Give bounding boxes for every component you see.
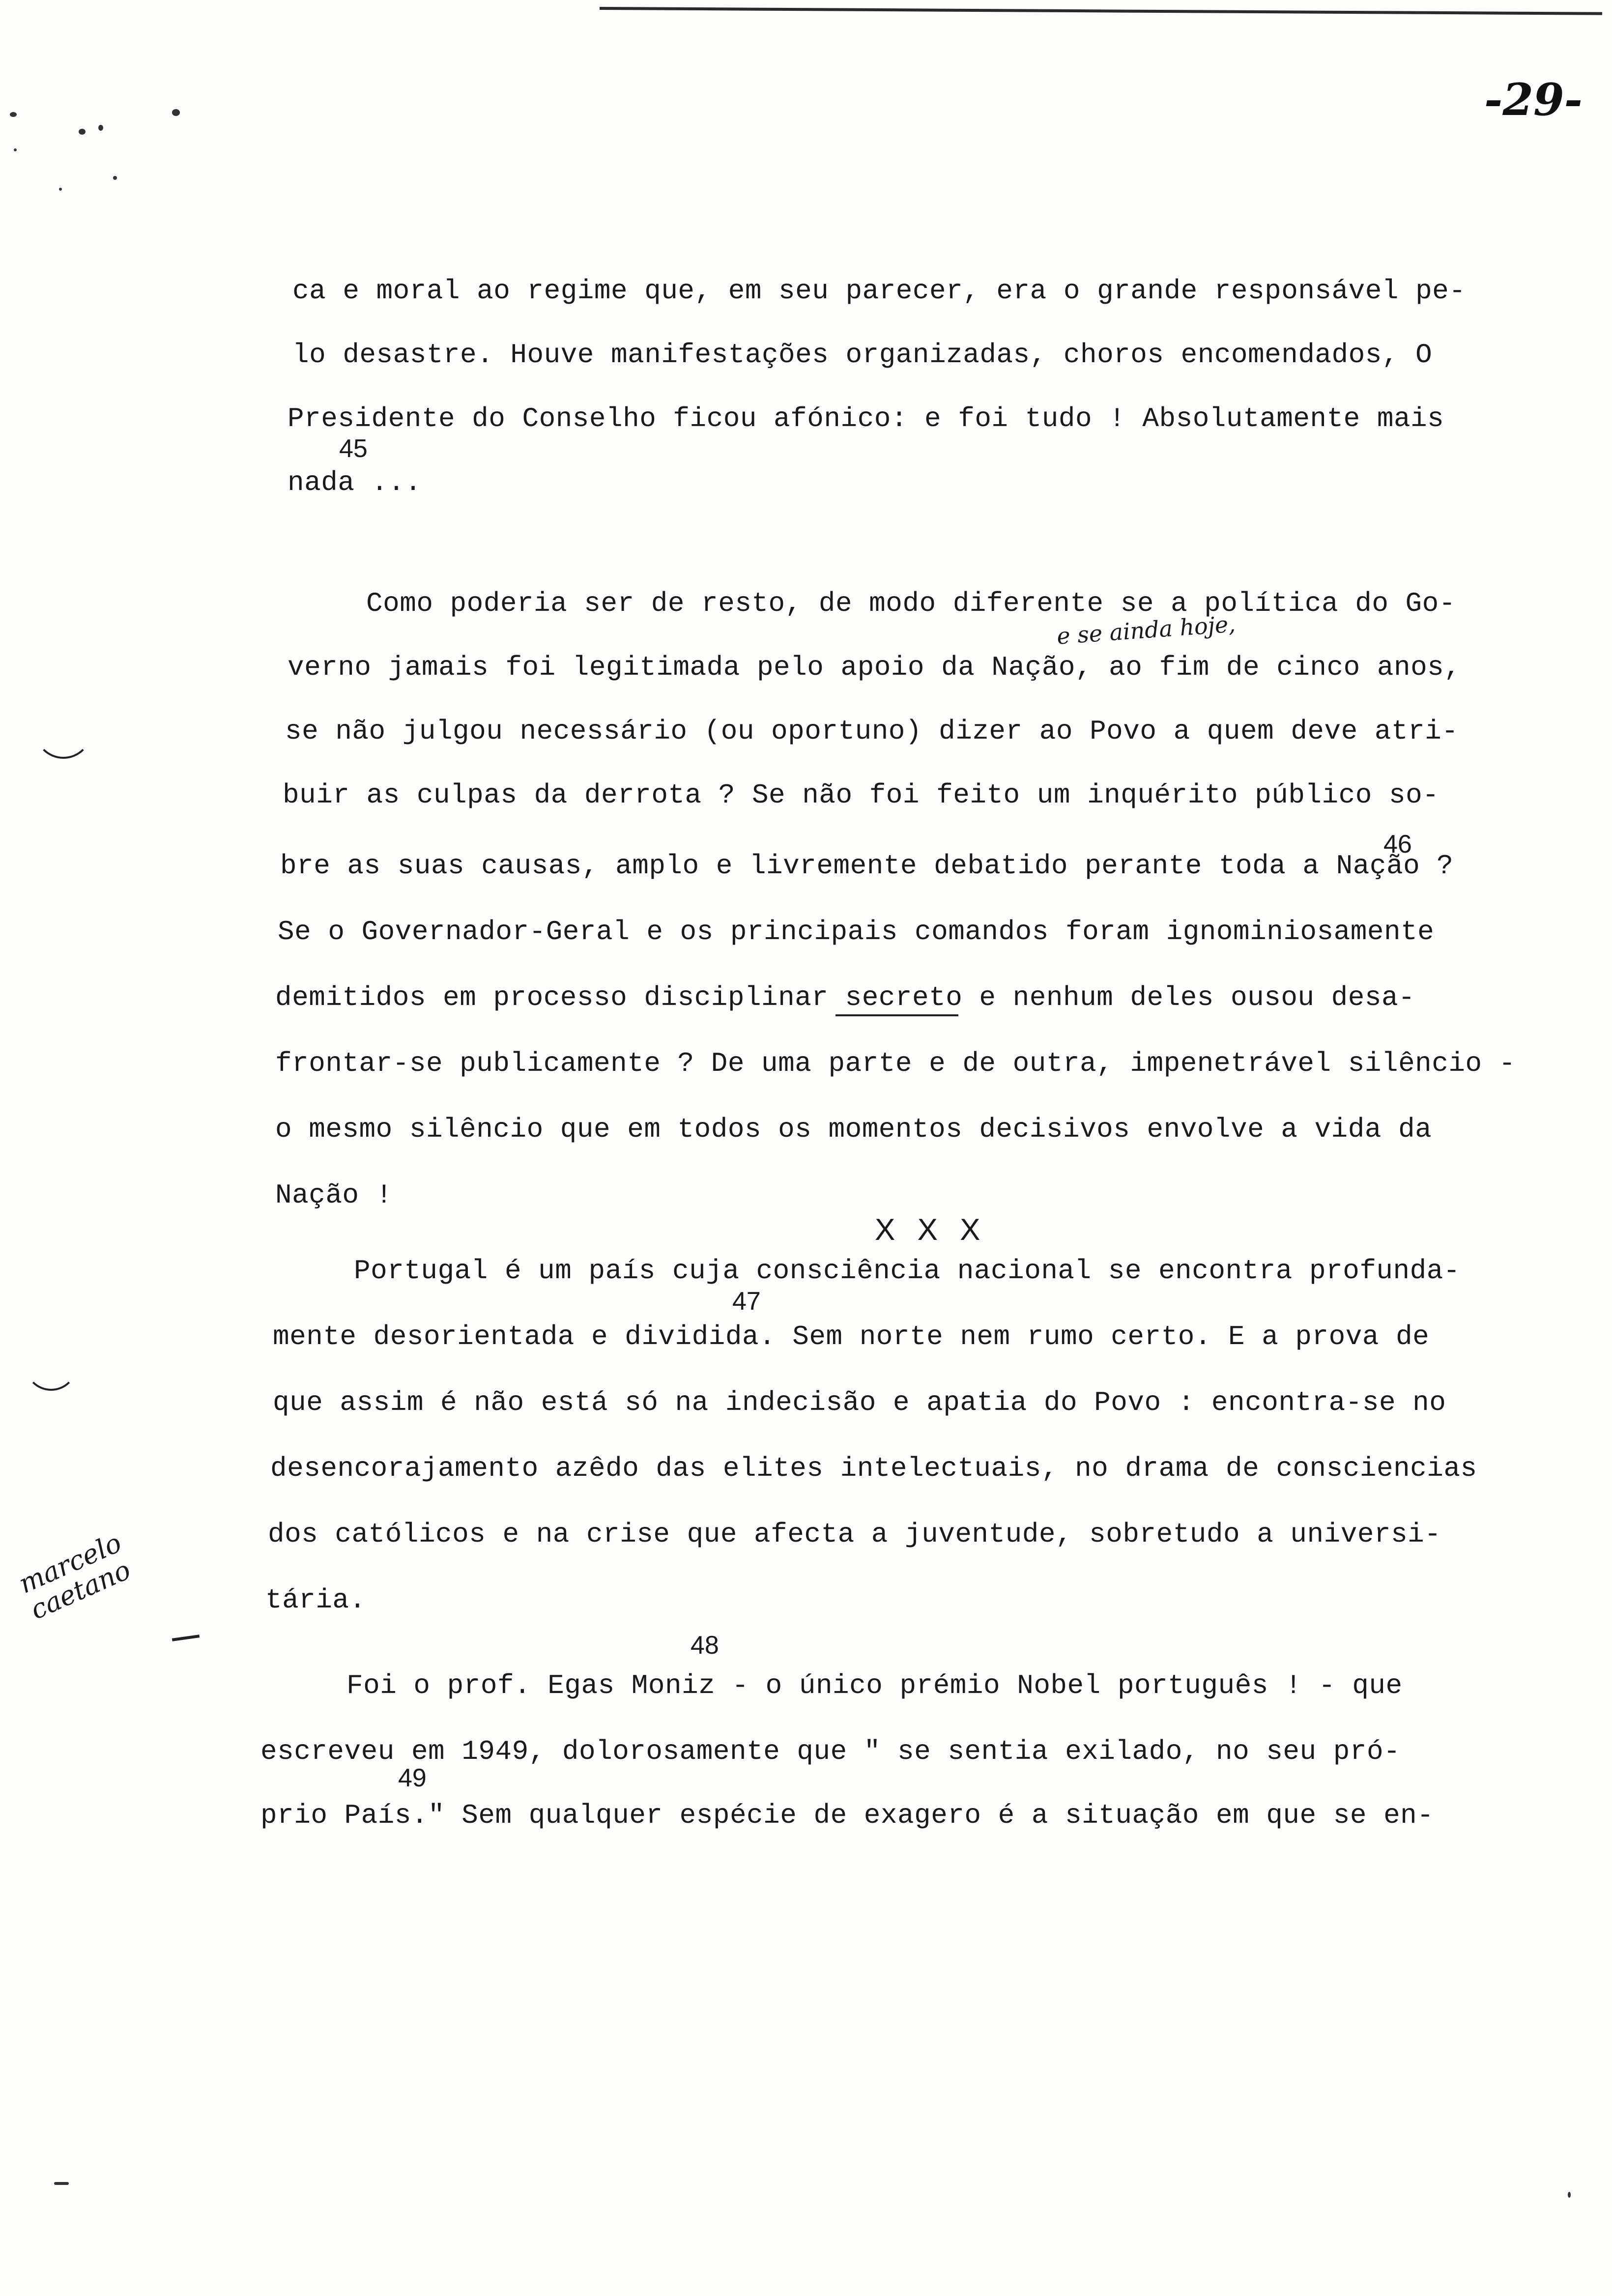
footnote-ref-45: 45 [339, 434, 368, 463]
text-line: Como poderia ser de resto, de modo diferente se a política do Go- [366, 588, 1456, 619]
text-line: desencorajamento azêdo das elites intelectuais, no drama de consciencias [270, 1453, 1477, 1484]
footnote-ref-47: 47 [732, 1287, 761, 1316]
text-line: tária. [265, 1584, 366, 1616]
text-line: demitidos em processo disciplinar secreto e nenhum deles ousou desa- [275, 982, 1415, 1013]
underline-secreto [835, 1014, 958, 1016]
scan-speck [172, 109, 180, 116]
text-line: dos católicos e na crise que afecta a juventude, sobretudo a universi- [268, 1519, 1441, 1550]
footnote-ref-49: 49 [398, 1764, 427, 1792]
scan-speck [10, 112, 17, 117]
text-line: ca e moral ao regime que, em seu parecer, era o grande responsável pe- [292, 275, 1466, 307]
scan-speck [1568, 2192, 1571, 2198]
section-separator: X X X [875, 1213, 987, 1247]
text-line: Presidente do Conselho ficou afónico: e foi tudo ! Absolutamente mais [288, 403, 1444, 434]
text-line: Foi o prof. Egas Moniz - o único prémio Nobel português ! - que [346, 1670, 1403, 1701]
text-line: buir as culpas da derrota ? Se não foi feito um inquérito público so- [283, 779, 1439, 811]
margin-dash-mark [172, 1635, 200, 1641]
page-number: -29- [1484, 74, 1583, 126]
text-line: o mesmo silêncio que em todos os momentos decisivos envolve a vida da [275, 1114, 1432, 1145]
margin-arc-mark [34, 727, 92, 759]
text-line: prio País." Sem qualquer espécie de exagero é a situação em que se en- [260, 1800, 1434, 1831]
margin-arc-mark [25, 1361, 78, 1391]
scan-speck [113, 176, 117, 180]
text-line: escreveu em 1949, dolorosamente que " se sentia exilado, no seu pró- [260, 1736, 1401, 1767]
top-rule [600, 7, 1602, 15]
scan-speck [59, 188, 62, 191]
text-line: mente desorientada e dividida. Sem norte nem rumo certo. E a prova de [273, 1321, 1430, 1352]
footnote-ref-46: 46 [1383, 830, 1412, 859]
margin-handwritten-note: marcelo caetano [14, 1527, 135, 1626]
text-line: nada ... [288, 467, 422, 498]
text-line: frontar-se publicamente ? De uma parte e de outra, impenetrável silêncio - [275, 1048, 1516, 1079]
text-line: Portugal é um país cuja consciência nacional se encontra profunda- [354, 1255, 1460, 1287]
text-line: que assim é não está só na indecisão e apatia do Povo : encontra-se no [273, 1387, 1446, 1418]
text-line: Se o Governador-Geral e os principais comandos foram ignominiosamente [278, 916, 1435, 947]
scan-speck [79, 129, 86, 135]
scan-speck [54, 2182, 69, 2185]
scan-speck [98, 125, 103, 131]
text-line: verno jamais foi legitimada pelo apoio da Nação, ao fim de cinco anos, [288, 652, 1461, 683]
handwritten-insertion: e se ainda hoje, [1056, 610, 1237, 650]
text-line: bre as suas causas, amplo e livremente debatido perante toda a Nação ? [280, 850, 1454, 882]
text-line: lo desastre. Houve manifestações organizadas, choros encomendados, O [292, 339, 1433, 371]
text-line: Nação ! [275, 1179, 393, 1211]
footnote-ref-48: 48 [691, 1631, 719, 1660]
scan-speck [14, 148, 17, 151]
text-line: se não julgou necessário (ou oportuno) dizer ao Povo a quem deve atri- [285, 716, 1459, 747]
